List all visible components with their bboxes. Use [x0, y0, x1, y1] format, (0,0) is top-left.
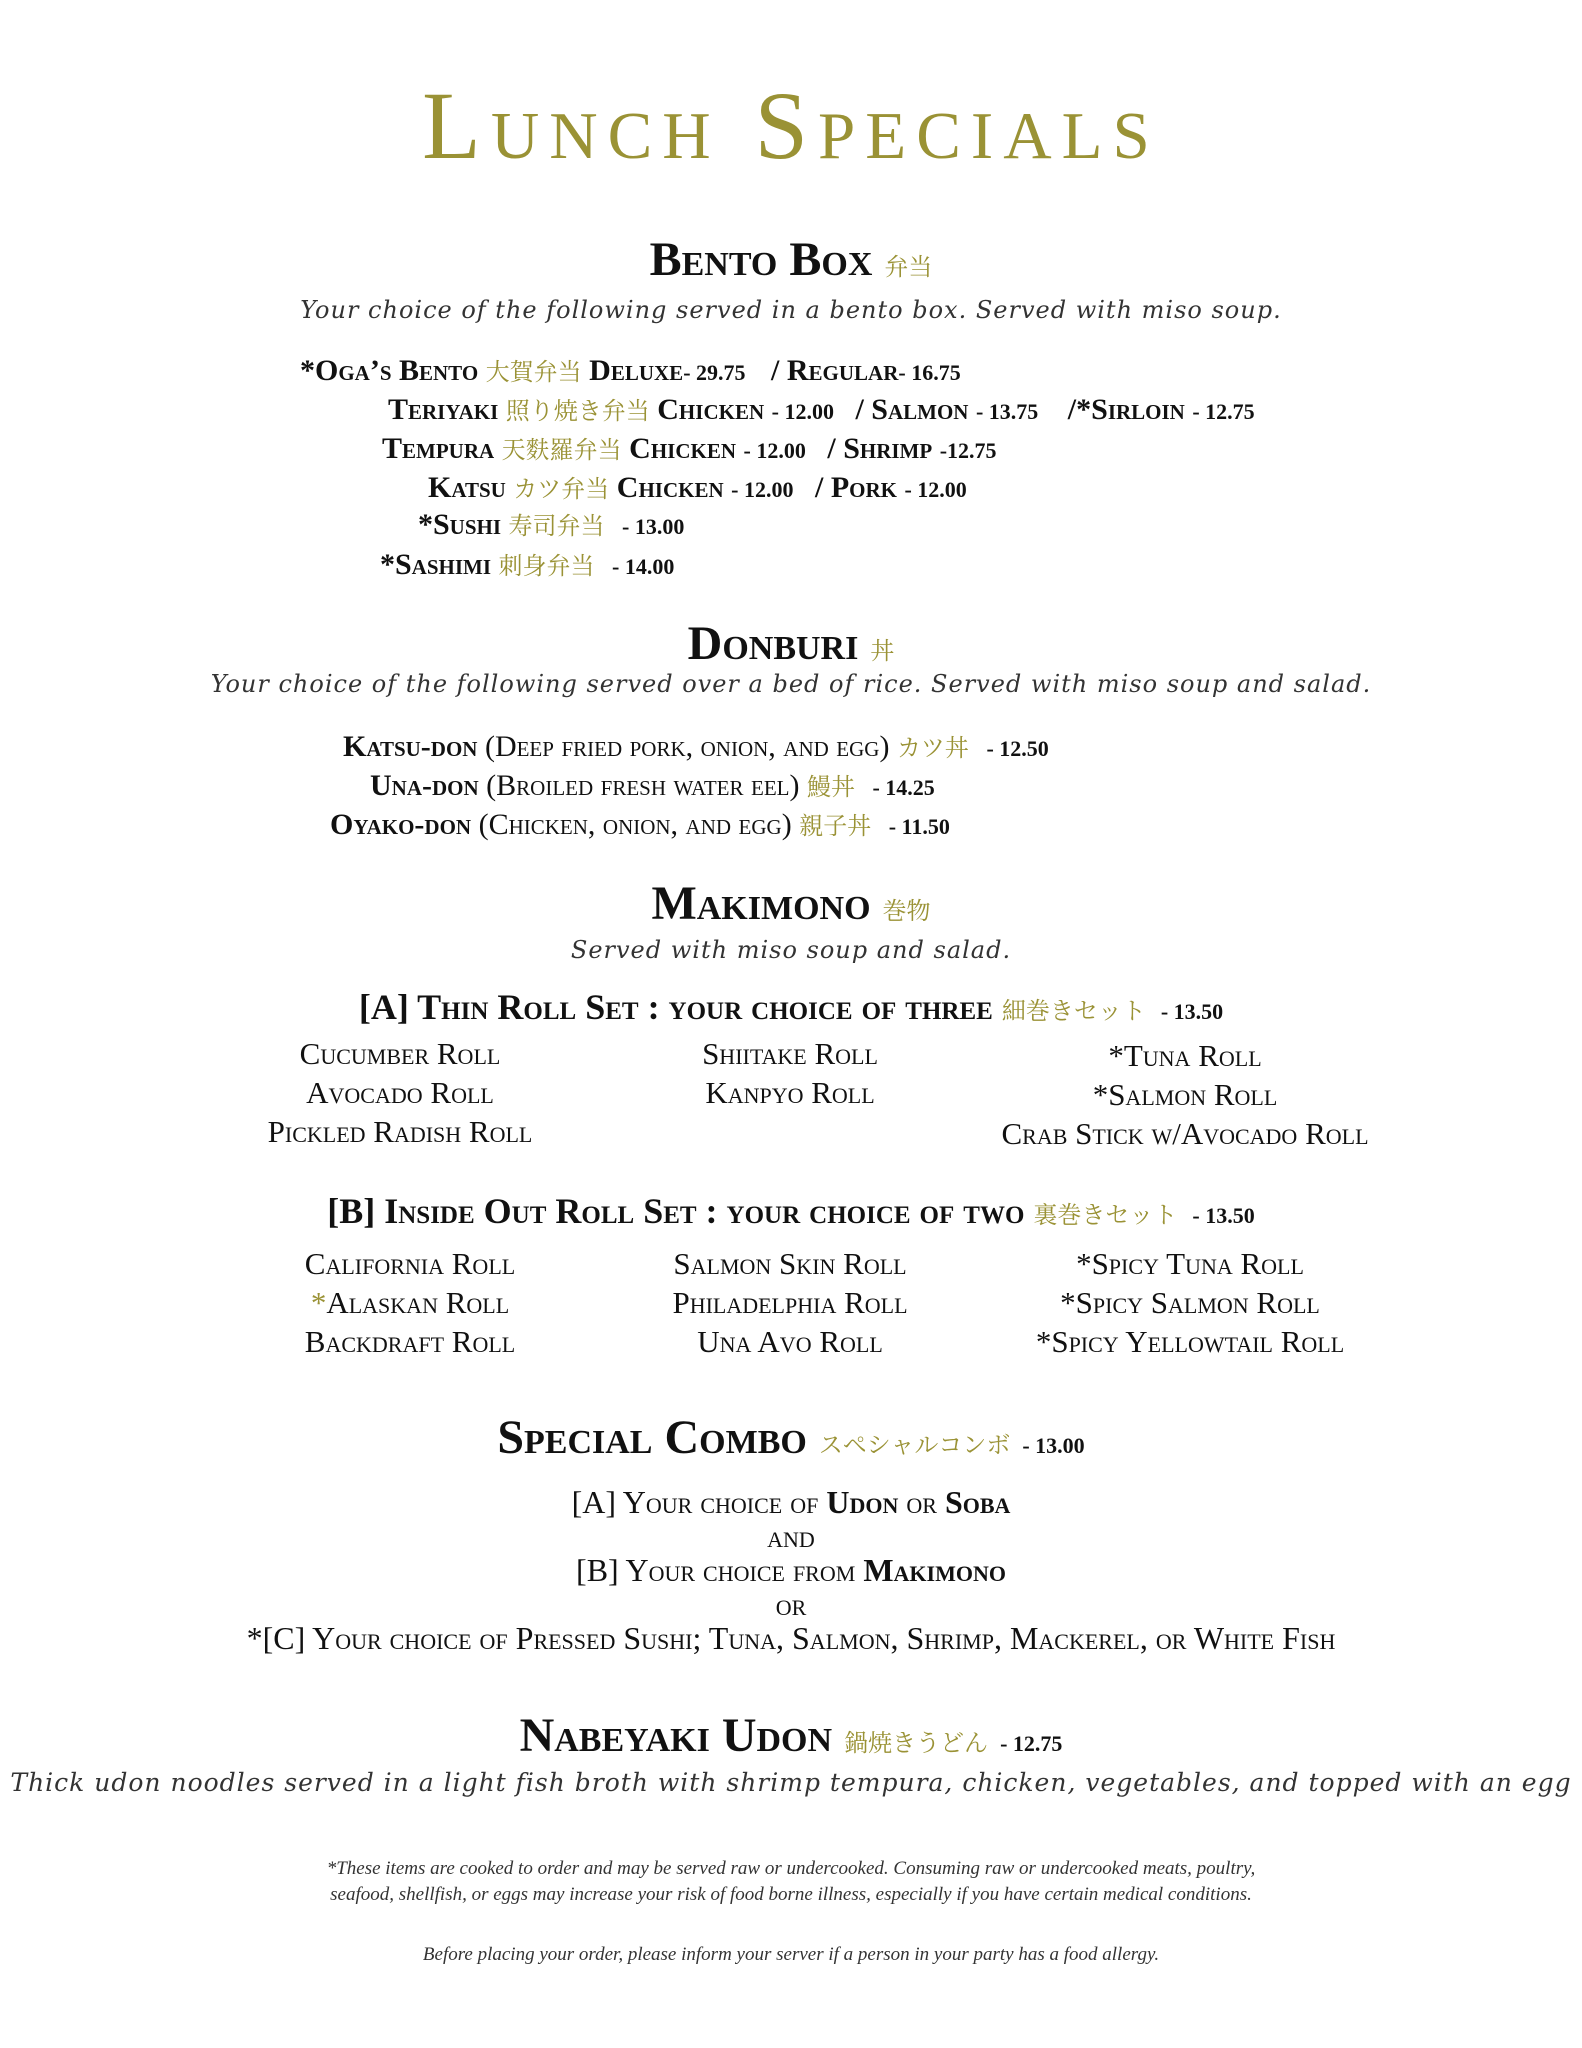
combo-line-b: [B] Your choice from Makimono	[576, 1552, 1006, 1588]
donburi-description: Your choice of the following served over a bed of rice. Served with miso soup and salad.	[210, 670, 1372, 698]
roll-item: Cucumber Roll	[299, 1036, 501, 1071]
nabeyaki-description: Thick udon noodles served in a light fish broth with shrimp tempura, chicken, vegetables, and topped with an egg	[10, 1768, 1572, 1797]
roll-item: California Roll	[304, 1246, 516, 1281]
set-a-col-2	[640, 1034, 940, 1112]
bento-item: Teriyaki 照り焼き弁当 Chicken - 12.00 / Salmon - 13.75 /*Sirloin - 12.75	[388, 393, 1255, 426]
set-b-col-3	[960, 1244, 1420, 1361]
roll-item: Salmon Skin Roll	[673, 1246, 907, 1281]
bento-title: Bento Box	[649, 233, 873, 286]
disclaimer-line-1: *These items are cooked to order and may be served raw or undercooked. Consuming raw or undercooked meats, poultry,	[326, 1858, 1256, 1879]
combo-title: Special Combo	[497, 1411, 807, 1464]
nabeyaki-heading	[0, 1708, 1582, 1763]
bento-item: Tempura 天麩羅弁当 Chicken - 12.00 / Shrimp -12.75	[382, 432, 997, 465]
allergy-notice: Before placing your order, please inform your server if a person in your party has a food allergy.	[422, 1944, 1160, 1965]
bento-jp: 弁当	[884, 253, 933, 281]
roll-item: Pickled Radish Roll	[267, 1114, 533, 1149]
roll-item: *Alaskan Roll	[310, 1285, 510, 1320]
set-b-heading: [B] Inside Out Roll Set : your choice of two 裏巻きセット - 13.50	[327, 1191, 1255, 1231]
donburi-heading	[0, 616, 1582, 671]
roll-item: *Salmon Roll	[1092, 1077, 1278, 1112]
bento-heading	[0, 232, 1582, 287]
makimono-heading	[0, 876, 1582, 931]
makimono-jp: 巻物	[882, 897, 931, 925]
bento-item: *Oga’s Bento 大賀弁当 Deluxe- 29.75 / Regular- 16.75	[300, 354, 961, 387]
roll-item: *Tuna Roll	[1108, 1038, 1262, 1073]
donburi-item: Oyako-don (Chicken, onion, and egg) 親子丼 - 11.50	[330, 808, 950, 841]
roll-item: *Spicy Salmon Roll	[1060, 1285, 1320, 1320]
set-a-col-3	[935, 1036, 1435, 1153]
combo-jp: スペシャルコンボ	[818, 1431, 1011, 1459]
combo-heading	[0, 1410, 1582, 1465]
set-a-col-1	[200, 1034, 600, 1151]
combo-line-a: [A] Your choice of Udon or Soba	[571, 1484, 1011, 1520]
nabeyaki-price: - 12.75	[1000, 1731, 1063, 1756]
bento-description: Your choice of the following served in a bento box. Served with miso soup.	[300, 296, 1282, 324]
roll-item: Kanpyo Roll	[705, 1075, 875, 1110]
bento-item: *Sushi 寿司弁当 - 13.00	[418, 508, 685, 541]
donburi-item: Katsu-don (Deep fried pork, onion, and egg) カツ丼 - 12.50	[343, 730, 1049, 763]
roll-item: *Spicy Tuna Roll	[1076, 1246, 1304, 1281]
roll-item: Backdraft Roll	[304, 1324, 516, 1359]
roll-item: Shiitake Roll	[702, 1036, 878, 1071]
roll-item: Philadelphia Roll	[672, 1285, 908, 1320]
combo-or: or	[775, 1586, 807, 1622]
set-b-col-2	[600, 1244, 980, 1361]
nabeyaki-jp: 鍋焼きうどん	[844, 1729, 989, 1757]
combo-line-c: *[C] Your choice of Pressed Sushi; Tuna, Salmon, Shrimp, Mackerel, or White Fish	[246, 1620, 1336, 1656]
bento-item: Katsu カツ弁当 Chicken - 12.00 / Pork - 12.00	[428, 471, 967, 504]
disclaimer-line-2: seafood, shellfish, or eggs may increase your risk of food borne illness, especially if you have certain medical conditions.	[330, 1884, 1252, 1905]
donburi-item: Una-don (Broiled fresh water eel) 鰻丼 - 14.25	[370, 769, 935, 802]
combo-and: and	[767, 1518, 815, 1554]
roll-item: Avocado Roll	[306, 1075, 494, 1110]
bento-item: *Sashimi 刺身弁当 - 14.00	[380, 548, 675, 581]
set-a-heading: [A] Thin Roll Set : your choice of three 細巻きセット - 13.50	[358, 987, 1224, 1027]
roll-item: Crab Stick w/Avocado Roll	[1001, 1116, 1369, 1151]
set-b-col-1	[210, 1244, 610, 1361]
donburi-jp: 丼	[870, 637, 895, 665]
nabeyaki-title: Nabeyaki Udon	[519, 1709, 833, 1762]
roll-item: Una Avo Roll	[697, 1324, 883, 1359]
roll-item: *Spicy Yellowtail Roll	[1035, 1324, 1345, 1359]
page-title: Lunch Specials	[422, 72, 1160, 179]
makimono-title: Makimono	[651, 877, 871, 930]
combo-price: - 13.00	[1022, 1433, 1085, 1458]
makimono-description: Served with miso soup and salad.	[570, 936, 1012, 964]
donburi-title: Donburi	[687, 617, 859, 670]
